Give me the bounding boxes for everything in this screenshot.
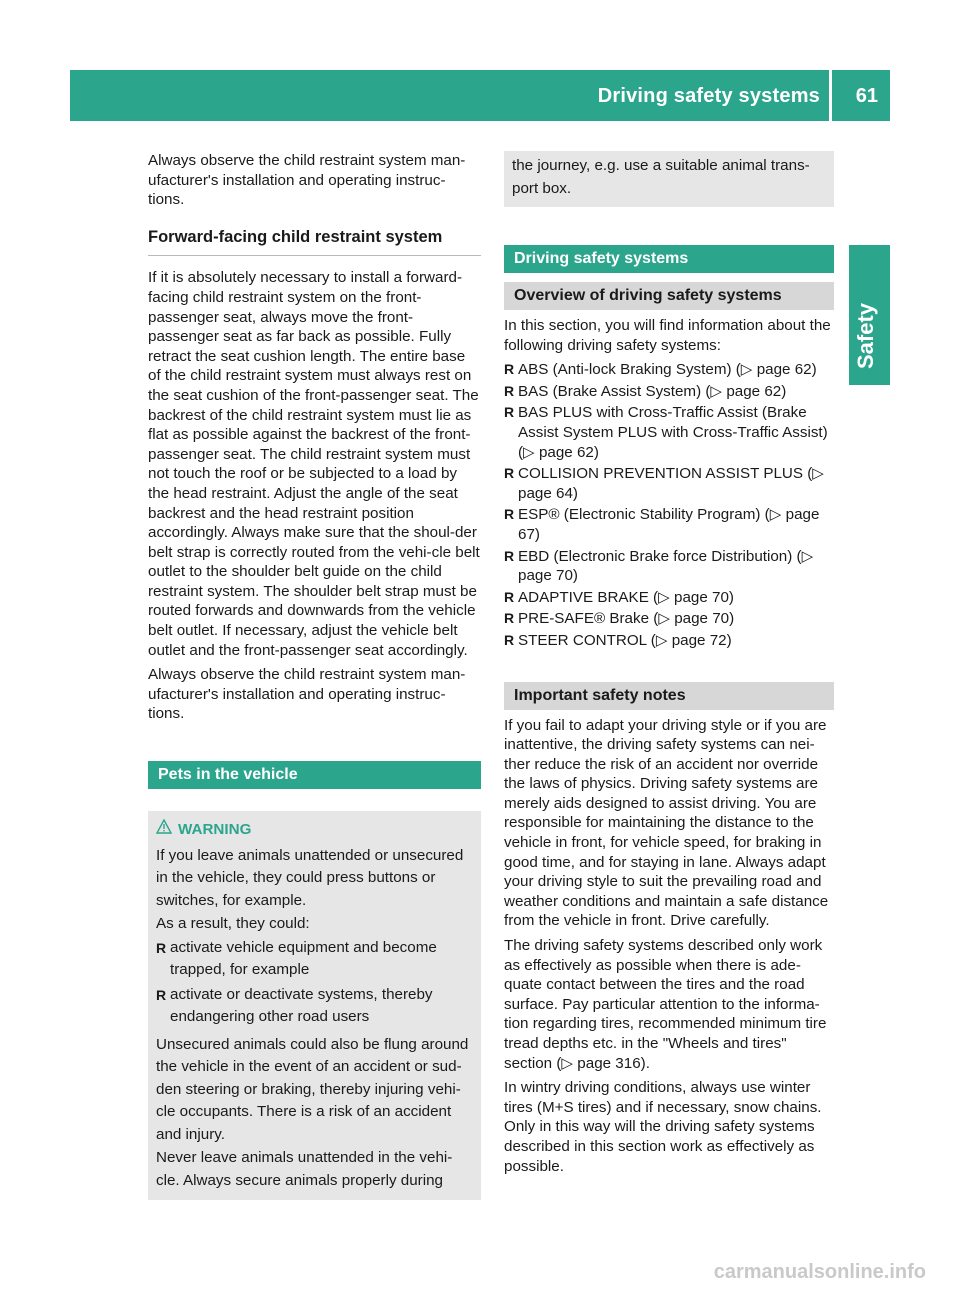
continued-warning-text: the journey, e.g. use a suitable animal trans-port box. [512,157,810,197]
intro-paragraph: Always observe the child restraint system man-ufacturer's installation and operating instruc-tions. [148,152,466,209]
warning-header [156,819,473,842]
notes-paragraph-3: In wintry driving conditions, always use winter tires (M+S tires) and if necessary, snow chains. Only in this way will the driving safety systems described in this section work as effectively as possible. [504,1079,822,1175]
warning-triangle-icon [156,819,178,842]
list-item[interactable]: R BAS PLUS with Cross-Traffic Assist (Brake Assist System PLUS with Cross-Traffic Assist) (▷ page 62) [504,403,834,462]
warning-paragraph-3: Unsecured animals could also be flung around the vehicle in the event of an accident or sud-den steering or braking, thereby injuring vehi-cle occupants. There is a risk of an accident and injury. [156,1035,469,1143]
list-item[interactable]: R STEER CONTROL (▷ page 72) [504,631,834,651]
list-item[interactable]: R EBD (Electronic Brake force Distribution) (▷ page 70) [504,547,834,586]
overview-banner: Overview of driving safety systems [504,282,834,310]
side-tab-label: Safety [853,302,878,369]
warning-box [148,811,481,1200]
warning-label: WARNING [178,821,252,839]
header-divider [829,70,832,121]
list-item[interactable]: R ABS (Anti-lock Braking System) (▷ page 62) [504,360,834,380]
list-item[interactable]: R ADAPTIVE BRAKE (▷ page 70) [504,588,834,608]
section-banner: Driving safety systems [504,245,834,273]
list-item: R activate or deactivate systems, thereby endangering other road users [156,984,473,1029]
warning-paragraph-4: Never leave animals unattended in the vehi-cle. Always secure animals properly during [156,1149,453,1189]
forward-facing-heading: Forward-facing child restraint system [148,228,481,257]
left-column [148,151,481,1200]
list-item[interactable]: R COLLISION PREVENTION ASSIST PLUS (▷ page 64) [504,464,834,503]
warning-list [156,937,473,1029]
section-side-tab[interactable] [849,245,890,385]
list-item[interactable]: R BAS (Brake Assist System) (▷ page 62) [504,382,834,402]
notes-paragraph-1: If you fail to adapt your driving style or if you are inattentive, the driving safety systems can nei-ther reduce the risk of an accident nor override the laws of physics. Driving safety systems are merely aids designed to assist driving. You are responsible for maintaining the distance to the vehicle in front, for vehicle speed, for braking in good time, and for staying in lane. Always adapt your driving style to suit the prevailing road and weather conditions and maintain a safe distance from the vehicle in front. Drive carefully. [504,716,829,930]
list-item[interactable]: R PRE-SAFE® Brake (▷ page 70) [504,609,834,629]
continued-warning-box [504,151,834,207]
warning-paragraph-1: If you leave animals unattended or unsecured in the vehicle, they could press buttons or switches, for example. [156,846,464,909]
forward-facing-closing: Always observe the child restraint system man-ufacturer's installation and operating instruc-tions. [148,666,466,723]
overview-intro: In this section, you will find information about the following driving safety systems: [504,317,831,354]
safety-notes-banner: Important safety notes [504,682,834,710]
warning-paragraph-2: As a result, they could: [156,915,310,933]
notes-paragraph-2: The driving safety systems described only work as effectively as possible when there is ade-quate contact between the tires and the road surface. Pay particular attention to the informa-tion regarding tires, recommended minimum tire tread depths etc. in the "Wheels and tires" section (▷ page 316). [504,937,827,1072]
running-header-title: Driving safety systems [597,85,820,107]
list-item: R activate vehicle equipment and become trapped, for example [156,937,473,982]
pets-section-banner: Pets in the vehicle [148,761,481,789]
systems-list [504,360,834,650]
forward-facing-body: If it is absolutely necessary to install a forward-facing child restraint system on the front-passenger seat, always move the front-passenger seat as far back as possible. Fully retract the seat cushion length. The entire base of the child restraint system must always rest on the seat cushion of the front-passenger seat. The backrest of the child restraint system must lie as flat as possible against the backrest of the front-passenger seat. The child restraint system must not touch the roof or be subjected to a load by the head restraint. Adjust the angle of the seat backrest and the head restraint position accordingly. Always make sure that the shoul-der belt strap is correctly routed from the vehi-cle belt outlet to the shoulder belt guide on the child restraint system. The shoulder belt strap must be routed forwards and downwards from the vehicle belt outlet. If necessary, adjust the vehicle belt outlet and the front-passenger seat accordingly. [148,269,480,659]
right-column [504,151,834,1181]
header-bar [70,70,890,121]
page-number: 61 [855,85,878,107]
list-item[interactable]: R ESP® (Electronic Stability Program) (▷ page 67) [504,505,834,544]
watermark: carmanualsonline.info [713,1261,926,1283]
